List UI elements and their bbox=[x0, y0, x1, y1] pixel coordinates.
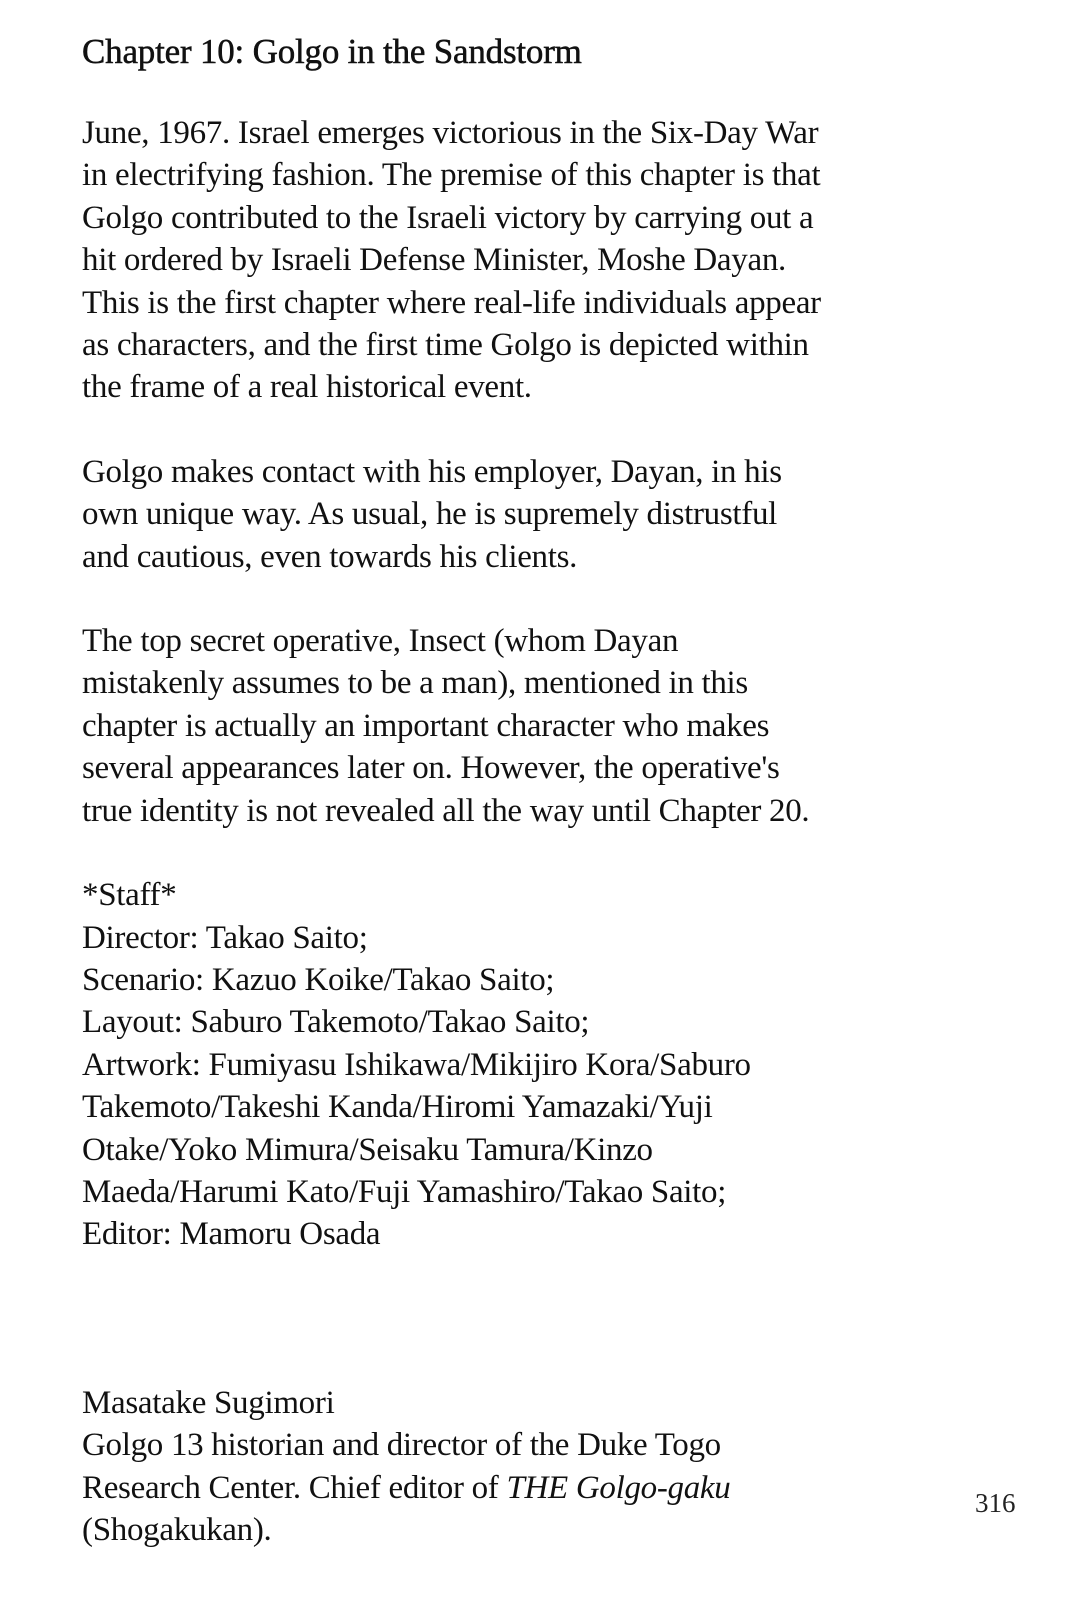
text-line: mistakenly assumes to be a man), mentioned in this bbox=[82, 665, 748, 702]
document-page bbox=[82, 30, 1042, 1593]
staff-line: Scenario: Kazuo Koike/Takao Saito; bbox=[82, 961, 555, 998]
staff-line: Editor: Mamoru Osada bbox=[82, 1216, 381, 1253]
text-line: in electrifying fashion. The premise of this chapter is that bbox=[82, 157, 821, 194]
paragraph-contact bbox=[82, 451, 1042, 578]
text-line: The top secret operative, Insect (whom Dayan bbox=[82, 623, 679, 660]
staff-line: Otake/Yoko Mimura/Seisaku Tamura/Kinzo bbox=[82, 1131, 653, 1168]
text-line: This is the first chapter where real-life individuals appear bbox=[82, 284, 821, 321]
text-line: own unique way. As usual, he is supremely distrustful bbox=[82, 496, 778, 533]
author-bio-line: Golgo 13 historian and director of the Duke Togo bbox=[82, 1427, 721, 1464]
chapter-title: Chapter 10: Golgo in the Sandstorm bbox=[82, 32, 582, 71]
text-line: as characters, and the first time Golgo is depicted within bbox=[82, 327, 809, 364]
paragraph-insect bbox=[82, 620, 1042, 832]
text-line: true identity is not revealed all the way until Chapter 20. bbox=[82, 792, 810, 829]
text-line: the frame of a real historical event. bbox=[82, 369, 532, 406]
staff-credits bbox=[82, 874, 1042, 1256]
staff-line: Maeda/Harumi Kato/Fuji Yamashiro/Takao Saito; bbox=[82, 1173, 727, 1210]
text-line: Golgo contributed to the Israeli victory by carrying out a bbox=[82, 199, 814, 236]
text-line: and cautious, even towards his clients. bbox=[82, 538, 578, 575]
author-bio-text: Research Center. Chief editor of bbox=[82, 1469, 507, 1506]
staff-heading: *Staff* bbox=[82, 877, 177, 914]
author-bio-line bbox=[82, 1467, 1042, 1509]
text-line: June, 1967. Israel emerges victorious in the Six-Day War bbox=[82, 115, 819, 151]
spacer bbox=[82, 1298, 1042, 1382]
staff-line: Artwork: Fumiyasu Ishikawa/Mikijiro Kora/Saburo bbox=[82, 1046, 751, 1083]
text-line: chapter is actually an important character who makes bbox=[82, 707, 770, 744]
text-line: Golgo makes contact with his employer, Dayan, in his bbox=[82, 453, 782, 490]
text-line: hit ordered by Israeli Defense Minister, Moshe Dayan. bbox=[82, 242, 786, 279]
text-line: several appearances later on. However, the operative's bbox=[82, 750, 780, 787]
author-name: Masatake Sugimori bbox=[82, 1384, 335, 1421]
author-bio bbox=[82, 1382, 1042, 1552]
page-number: 316 bbox=[975, 1488, 1016, 1518]
staff-line: Layout: Saburo Takemoto/Takao Saito; bbox=[82, 1004, 590, 1041]
book-title: THE Golgo-gaku bbox=[506, 1469, 731, 1506]
paragraph-intro bbox=[82, 112, 1042, 409]
staff-line: Director: Takao Saito; bbox=[82, 919, 368, 956]
author-bio-line: (Shogakukan). bbox=[82, 1511, 272, 1548]
staff-line: Takemoto/Takeshi Kanda/Hiromi Yamazaki/Yuji bbox=[82, 1089, 713, 1126]
